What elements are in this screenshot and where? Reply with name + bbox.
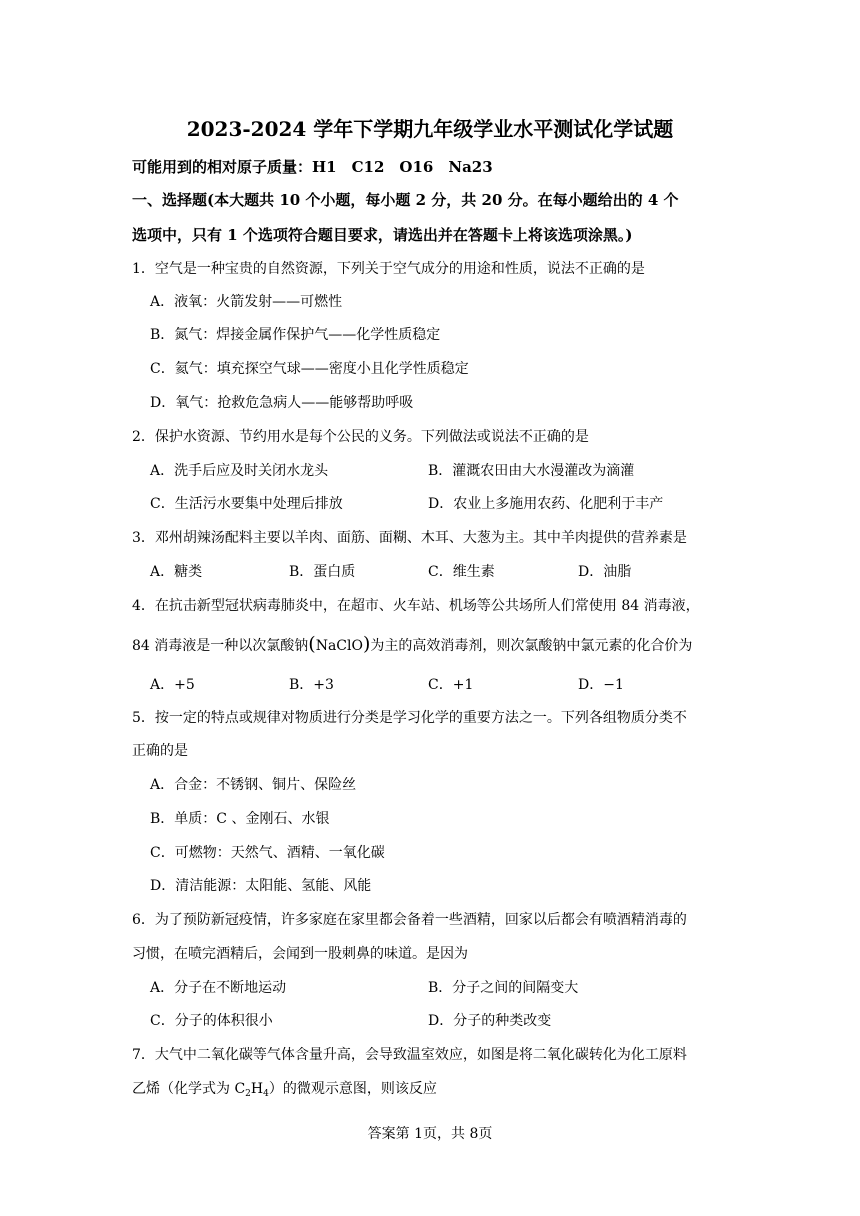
question-2-option-a: A．洗手后应及时关闭水龙头 xyxy=(150,463,329,479)
question-6-option-b: B．分子之间的间隔变大 xyxy=(428,980,579,996)
question-3-option-d: D．油脂 xyxy=(578,564,632,580)
question-7-stem-text-post: ）的微观示意图，则该反应 xyxy=(268,1081,437,1097)
subscript-4: 4 xyxy=(263,1089,269,1099)
page-footer: 答案第 1页，共 8页 xyxy=(367,1126,493,1142)
question-6-option-a: A．分子在不断地运动 xyxy=(150,980,287,996)
question-5-stem-line2: 正确的是 xyxy=(132,743,188,759)
section-heading-line2: 选项中，只有 1 个选项符合题目要求，请选出并在答题卡上将该选项涂黑。) xyxy=(132,226,633,244)
exam-title: 2023-2024 学年下学期九年级学业水平测试化学试题 xyxy=(186,117,674,141)
question-4-option-c: C．+1 xyxy=(428,677,474,693)
question-4-option-d: D．−1 xyxy=(578,677,624,693)
question-2-stem: 2．保护水资源、节约用水是每个公民的义务。下列做法或说法不正确的是 xyxy=(132,429,589,445)
question-4-stem-text-pre: 84 消毒液是一种以次氯酸钠 xyxy=(132,638,309,654)
question-4-option-b: B．+3 xyxy=(289,677,334,693)
question-4-stem-text-post: 为主的高效消毒剂，则次氯酸钠中氯元素的化合价为 xyxy=(370,638,693,654)
formula-naclo: NaClO xyxy=(315,638,363,654)
question-6-stem-line2: 习惯，在喷完酒精后，会闻到一股刺鼻的味道。是因为 xyxy=(132,946,468,962)
right-paren: ) xyxy=(362,633,371,655)
question-1-stem: 1．空气是一种宝贵的自然资源，下列关于空气成分的用途和性质，说法不正确的是 xyxy=(132,261,645,277)
question-2-option-c: C．生活污水要集中处理后排放 xyxy=(150,496,343,512)
question-3-stem: 3．邓州胡辣汤配料主要以羊肉、面筋、面糊、木耳、大葱为主。其中羊肉提供的营养素是 xyxy=(132,530,687,546)
question-7-stem-line1: 7．大气中二氧化碳等气体含量升高，会导致温室效应，如图是将二氧化碳转化为化工原料 xyxy=(132,1047,687,1063)
question-7-stem-text-pre: 乙烯（化学式为 C xyxy=(132,1081,246,1097)
question-1-option-d: D．氧气：抢救危急病人——能够帮助呼吸 xyxy=(150,395,414,411)
question-5-option-b: B．单质：C 、金刚石、水银 xyxy=(150,811,330,827)
question-6-option-c: C．分子的体积很小 xyxy=(150,1013,273,1029)
question-4-stem-line1: 4．在抗击新型冠状病毒肺炎中，在超市、火车站、机场等公共场所人们常使用 84 消毒液， xyxy=(132,598,700,614)
question-3-option-c: C．维生素 xyxy=(428,564,495,580)
section-heading-line1: 一、选择题(本大题共 10 个小题，每小题 2 分，共 20 分。在每小题给出的 4 个 xyxy=(132,191,679,209)
question-6-option-d: D．分子的种类改变 xyxy=(428,1013,552,1029)
question-3-option-b: B．蛋白质 xyxy=(289,564,356,580)
question-1-option-a: A．液氧：火箭发射——可燃性 xyxy=(150,294,343,310)
question-5-option-d: D．清洁能源：太阳能、氢能、风能 xyxy=(150,878,372,894)
question-4-stem-line2 xyxy=(132,634,692,656)
question-7-stem-line2 xyxy=(132,1079,437,1099)
hydrogen-symbol: H xyxy=(250,1081,264,1097)
question-5-stem-line1: 5．按一定的特点或规律对物质进行分类是学习化学的重要方法之一。下列各组物质分类不 xyxy=(132,710,687,726)
subscript-2: 2 xyxy=(245,1089,251,1099)
question-5-option-a: A．合金：不锈钢、铜片、保险丝 xyxy=(150,777,357,793)
question-6-stem-line1: 6．为了预防新冠疫情，许多家庭在家里都会备着一些酒精，回家以后都会有喷酒精消毒的 xyxy=(132,912,687,928)
question-3-option-a: A．糖类 xyxy=(150,564,203,580)
left-paren: ( xyxy=(308,633,316,655)
question-4-option-a: A．+5 xyxy=(150,677,195,693)
question-1-option-c: C．氦气：填充探空气球——密度小且化学性质稳定 xyxy=(150,361,469,377)
question-5-option-c: C．可燃物：天然气、酒精、一氧化碳 xyxy=(150,845,385,861)
question-2-option-b: B．灌溉农田由大水漫灌改为滴灌 xyxy=(428,463,635,479)
question-2-option-d: D．农业上多施用农药、化肥利于丰产 xyxy=(428,496,664,512)
atomic-mass-line: 可能用到的相对原子质量：H1 C12 O16 Na23 xyxy=(132,158,493,176)
question-1-option-b: B．氮气：焊接金属作保护气——化学性质稳定 xyxy=(150,327,441,343)
